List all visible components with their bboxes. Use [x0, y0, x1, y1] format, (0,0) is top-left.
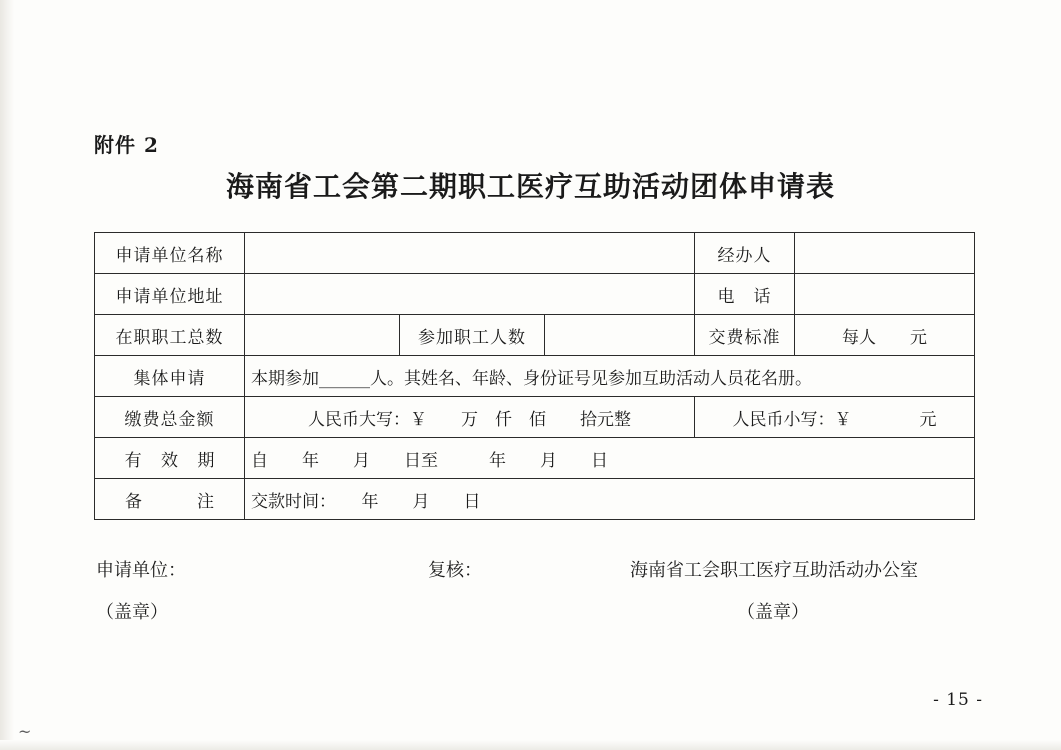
field-valid-period[interactable]: 自 年 月 日至 年 月 日 [245, 438, 975, 479]
field-applicant-unit-name[interactable] [245, 233, 695, 274]
scan-edge-bottom [0, 740, 1061, 750]
signature-review-label: 复核： [428, 560, 482, 581]
table-row [95, 274, 975, 315]
table-row [95, 356, 975, 397]
label-remarks: 备 注 [95, 479, 245, 520]
table-row [95, 479, 975, 520]
field-handler[interactable] [795, 233, 975, 274]
attachment-label: 附件 2 [94, 133, 159, 157]
label-telephone: 电 话 [695, 274, 795, 315]
field-participating-employees[interactable] [545, 315, 695, 356]
label-total-payment: 缴费总金额 [95, 397, 245, 438]
label-applicant-unit-address: 申请单位地址 [95, 274, 245, 315]
field-telephone[interactable] [795, 274, 975, 315]
seal-office-label: （盖章） [737, 602, 809, 623]
field-remarks[interactable]: 交款时间： 年 月 日 [245, 479, 975, 520]
table-row [95, 438, 975, 479]
label-total-employees: 在职职工总数 [95, 315, 245, 356]
signature-applicant-label: 申请单位： [96, 560, 186, 581]
field-total-employees[interactable] [245, 315, 400, 356]
table-row [95, 315, 975, 356]
label-applicant-unit-name: 申请单位名称 [95, 233, 245, 274]
label-handler: 经办人 [695, 233, 795, 274]
application-form-table [94, 232, 975, 520]
scan-edge-left [0, 0, 14, 750]
page-title: 海南省工会第二期职工医疗互助活动团体申请表 [225, 170, 835, 203]
field-amount-in-figures[interactable]: 人民币小写：￥ 元 [695, 397, 975, 438]
scan-artifact-mark: ~ [18, 722, 32, 741]
field-group-application[interactable]: 本期参加______人。其姓名、年龄、身份证号见参加互助活动人员花名册。 [245, 356, 975, 397]
seal-applicant-label: （盖章） [96, 602, 168, 623]
signature-row [0, 556, 1061, 586]
table-row [95, 233, 975, 274]
field-applicant-unit-address[interactable] [245, 274, 695, 315]
signature-office-label: 海南省工会职工医疗互助活动办公室 [630, 560, 918, 581]
label-group-application: 集体申请 [95, 356, 245, 397]
field-payment-standard[interactable]: 每人 元 [795, 315, 975, 356]
label-participating-employees: 参加职工人数 [400, 315, 545, 356]
table-row [95, 397, 975, 438]
label-valid-period: 有 效 期 [95, 438, 245, 479]
page-number: - 15 - [933, 690, 983, 710]
seal-row [0, 598, 1061, 628]
field-amount-in-words[interactable]: 人民币大写：￥ 万 仟 佰 拾元整 [245, 397, 695, 438]
label-payment-standard: 交费标准 [695, 315, 795, 356]
